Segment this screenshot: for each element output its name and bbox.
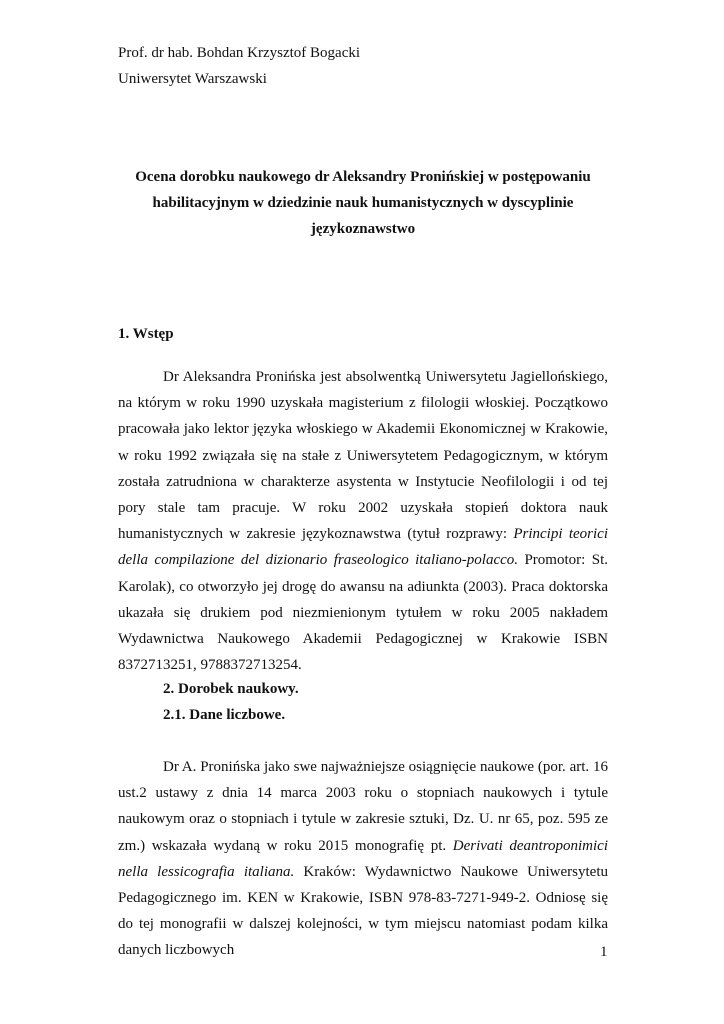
page-number: 1 bbox=[600, 944, 608, 960]
intro-text-a: Dr Aleksandra Pronińska jest absolwentką Uniwersytetu Jagiellońskiego, na którym w roku 1990 uzyskała magisterium z filologii włoskiej. Początkowo pracowała jako lektor języka włoskiego w Akademii Ekonomicznej w Krakowie, w roku 1992 związała się na stałe z Uniwersytetem Pedagogicznym, w którym została zatrudniona w charakterze asystenta w Instytucie Neofilologii i od tej pory stale tam pracuje. W roku 2002 uzyskała stopień doktora nauk humanistycznych w zakresie językoznawstwa (tytuł rozprawy: bbox=[118, 369, 608, 543]
intro-paragraph bbox=[118, 364, 608, 678]
title-line-2: habilitacyjnym w dziedzinie nauk humanistycznych w dyscyplinie bbox=[152, 195, 574, 211]
author-affiliation: Uniwersytet Warszawski bbox=[118, 71, 267, 87]
title-line-3: językoznawstwo bbox=[310, 221, 416, 237]
section-heading-intro: 1. Wstęp bbox=[118, 326, 174, 342]
section-heading-achievements: 2. Dorobek naukowy. bbox=[163, 681, 299, 697]
title-line-1: Ocena dorobku naukowego dr Aleksandry Pronińskiej w postępowaniu bbox=[135, 169, 591, 185]
intro-text-b: Promotor: St. Karolak), co otworzyło jej drogę do awansu na adiunkta (2003). Praca doktorska ukazała się drukiem pod niezmienionym tytułem w roku 2005 nakładem Wydawnictwa Naukowego Akademii Pedagogicznej w Krakowie ISBN 8372713251, 9788372713254. bbox=[118, 552, 608, 674]
dissertation-title: Principi teorici della compilazione del dizionario fraseologico italiano-polacco. bbox=[118, 526, 608, 569]
monograph-title: Derivati deantroponimici nella lessicografia italiana. bbox=[118, 837, 608, 880]
author-block bbox=[118, 40, 360, 92]
achievements-paragraph bbox=[118, 754, 608, 964]
author-name: Prof. dr hab. Bohdan Krzysztof Bogacki bbox=[118, 45, 361, 61]
achievements-text-b: Kraków: Wydawnictwo Naukowe Uniwersytetu Pedagogicznego im. KEN w Krakowie, ISBN 978-83-7271-949-2. Odniosę się do tej monografii w dalszej kolejności, w tym miejscu natomiast podam kilka danych liczbowych bbox=[118, 863, 608, 959]
document-title bbox=[118, 164, 608, 242]
subsection-heading-data: 2.1. Dane liczbowe. bbox=[163, 707, 286, 723]
achievements-text-a: Dr A. Pronińska jako swe najważniejsze osiągnięcie naukowe (por. art. 16 ust.2 ustawy z dnia 14 marca 2003 roku o stopniach naukowych i tytule naukowym oraz o stopniach i tytule w zakresie sztuki, Dz. U. nr 65, poz. 595 ze zm.) wskazała wydaną w roku 2015 monografię pt. bbox=[118, 759, 608, 854]
